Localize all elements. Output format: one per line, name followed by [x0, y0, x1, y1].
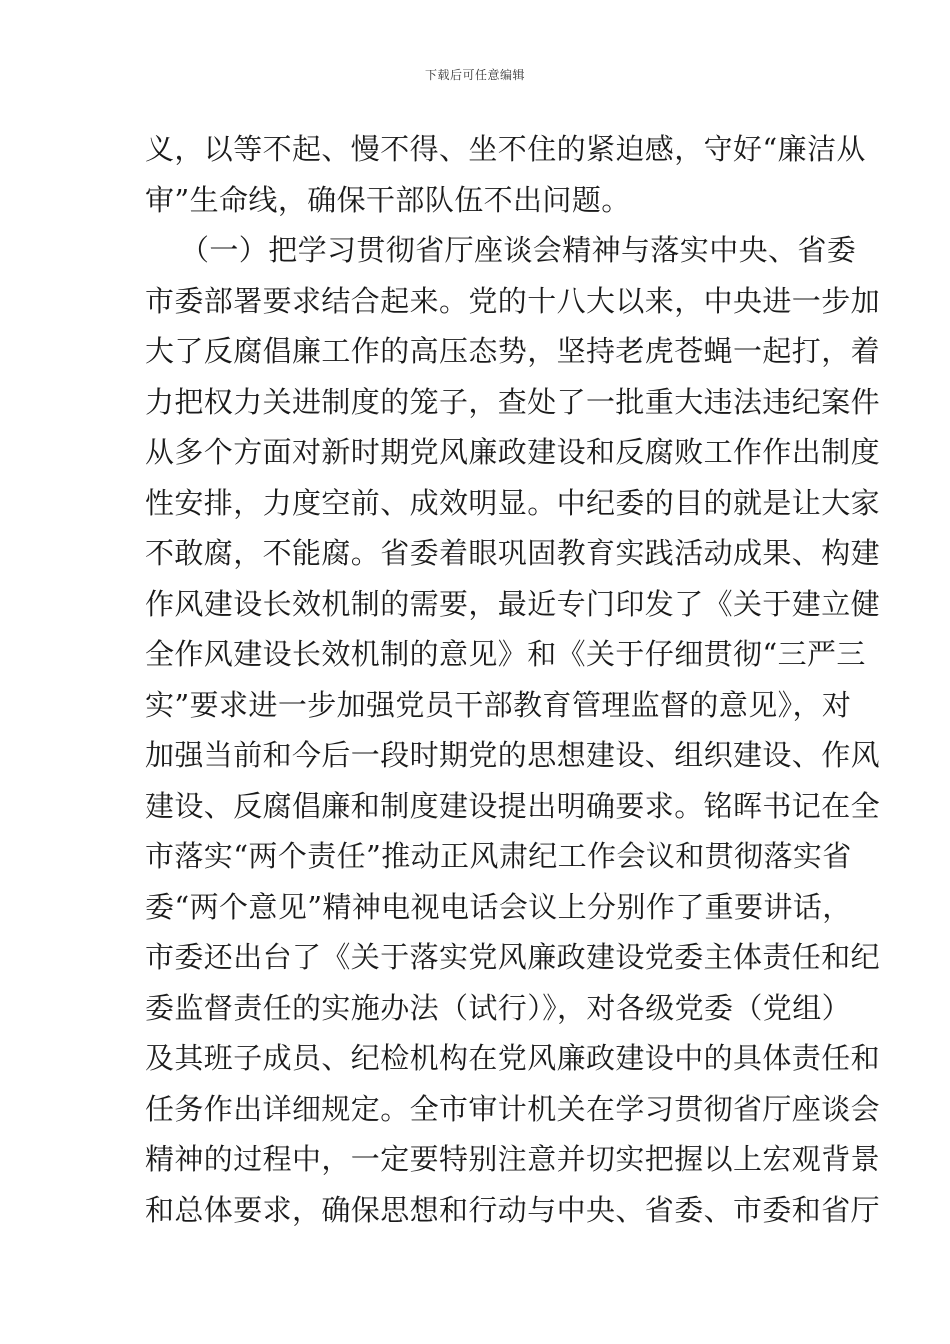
text-line: 市委还出台了《关于落实党风廉政建设党委主体责任和纪 [145, 940, 881, 974]
text-line: 加强当前和今后一段时期党的思想建设、组织建设、作风 [145, 738, 881, 772]
text-line: 市落实“两个责任”推动正风肃纪工作会议和贯彻落实省 [145, 839, 852, 873]
text-line: 从多个方面对新时期党风廉政建设和反腐败工作作出制度 [145, 435, 881, 469]
text-line: 大了反腐倡廉工作的高压态势，坚持老虎苍蝇一起打，着 [145, 334, 881, 368]
paragraph-first-line: （一）把学习贯彻省厅座谈会精神与落实中央、省委 [180, 233, 857, 267]
text-line: 委“两个意见”精神电视电话会议上分别作了重要讲话， [145, 889, 852, 924]
text-line: 任务作出详细规定。全市审计机关在学习贯彻省厅座谈会 [145, 1091, 881, 1126]
text-line: 审”生命线，确保干部队伍不出问题。 [145, 182, 631, 217]
text-line: 和总体要求，确保思想和行动与中央、省委、市委和省厅 [145, 1192, 881, 1227]
text-line: 精神的过程中，一定要特别注意并切实把握以上宏观背景 [145, 1142, 881, 1176]
text-line: 性安排，力度空前、成效明显。中纪委的目的就是让大家 [145, 485, 881, 520]
text-line: 建设、反腐倡廉和制度建设提出明确要求。铭晖书记在全 [145, 788, 881, 823]
text-line: 义，以等不起、慢不得、坐不住的紧迫感，守好“廉洁从 [145, 132, 866, 166]
text-line: 全作风建设长效机制的意见》和《关于仔细贯彻“三严三 [145, 637, 866, 671]
text-line: 实”要求进一步加强党员干部教育管理监督的意见》，对 [145, 687, 852, 722]
text-line: 不敢腐，不能腐。省委着眼巩固教育实践活动成果、构建 [145, 536, 881, 570]
page-header: 下载后可任意编辑 [424, 68, 525, 82]
text-line: 市委部署要求结合起来。党的十八大以来，中央进一步加 [145, 283, 881, 318]
text-line: 委监督责任的实施办法（试行）》，对各级党委（党组） [145, 990, 852, 1025]
text-line: 力把权力关进制度的笼子，查处了一批重大违法违纪案件 [145, 384, 881, 419]
text-line: 及其班子成员、纪检机构在党风廉政建设中的具体责任和 [145, 1041, 881, 1075]
text-line: 作风建设长效机制的需要，最近专门印发了《关于建立健 [145, 586, 881, 621]
